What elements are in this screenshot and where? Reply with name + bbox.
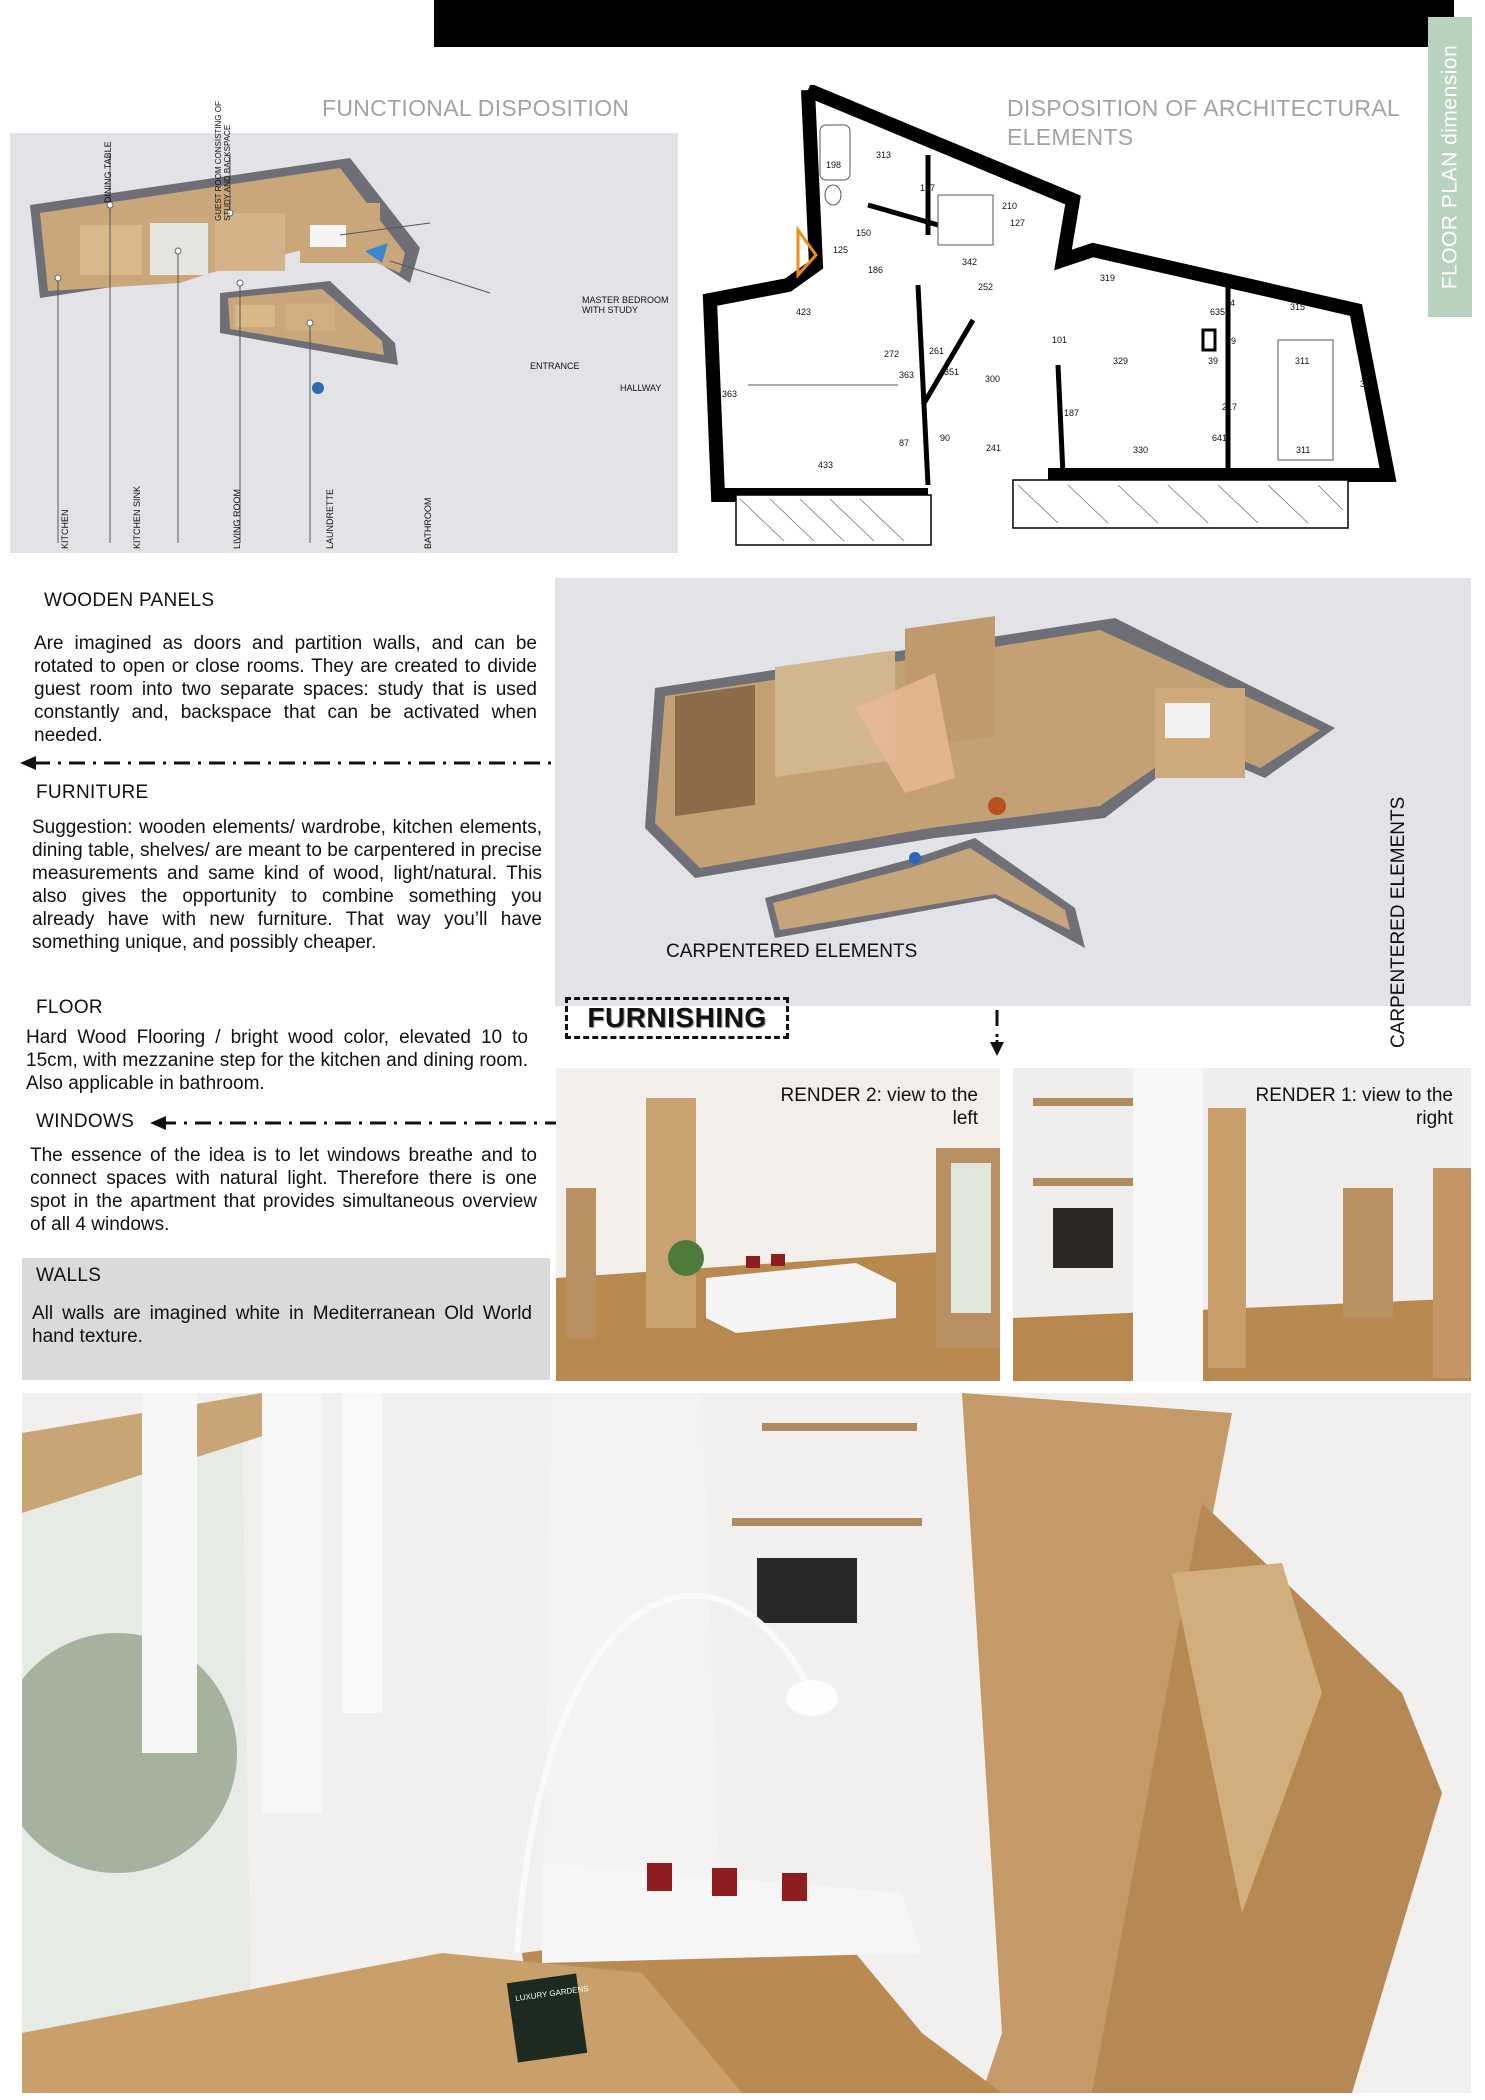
dim-94: 94 bbox=[1225, 298, 1236, 308]
dim-150: 150 bbox=[856, 228, 872, 238]
dim-641: 641 bbox=[1212, 433, 1228, 443]
dim-261: 261 bbox=[929, 346, 945, 356]
windows-heading: WINDOWS bbox=[36, 1111, 135, 1132]
dim-319: 319 bbox=[1100, 273, 1116, 283]
dim-241: 241 bbox=[986, 443, 1002, 453]
render-2-view-left bbox=[556, 1068, 1000, 1381]
dim-315a: 315 bbox=[1290, 302, 1306, 312]
dim-311b: 311 bbox=[1296, 445, 1311, 455]
dim-210: 210 bbox=[1002, 201, 1018, 211]
label-living-room: LIVING ROOM bbox=[232, 488, 242, 549]
dim-186: 186 bbox=[868, 265, 884, 275]
label-hallway: HALLWAY bbox=[620, 383, 662, 393]
dim-125: 125 bbox=[833, 245, 849, 255]
label-kitchen-sink: KITCHEN SINK bbox=[132, 485, 142, 549]
furniture-body: Suggestion: wooden elements/ wardrobe, kitchen elements, dining table, shelves/ are meant to be carpentered in precise measurements and same kind of wood, light/natural. This also gives the opportunity to combine something you already have with new furniture. That way you’ll have something unique, and possibly cheaper. bbox=[32, 817, 542, 953]
wooden-panels-body: Are imagined as doors and partition walls, and can be rotated to open or close rooms. They are created to divide guest room into two separate spaces: study that is used constantly and, backspace that can be activated when needed. bbox=[34, 633, 537, 746]
carpentered-elements-vertical: CARPENTERED ELEMENTS bbox=[1388, 796, 1409, 1048]
dim-635: 635 bbox=[1210, 307, 1226, 317]
dim-101: 101 bbox=[1052, 335, 1068, 345]
label-bathroom: BATHROOM bbox=[423, 497, 433, 549]
floor-body: Hard Wood Flooring / bright wood color, elevated 10 to 15cm, with mezzanine step for the kitchen and dining room. Also applicable in bathroom. bbox=[26, 1027, 528, 1094]
dim-198: 198 bbox=[826, 160, 842, 170]
label-kitchen: KITCHEN bbox=[60, 509, 70, 549]
carpentered-elements-horizontal: CARPENTERED ELEMENTS bbox=[666, 941, 918, 962]
dim-90: 90 bbox=[940, 433, 951, 443]
dim-311a: 311 bbox=[1295, 356, 1310, 366]
dim-329: 329 bbox=[1113, 356, 1129, 366]
architectural-title: DISPOSITION OF ARCHITECTURAL ELEMENTS bbox=[1007, 95, 1400, 150]
render-1-view-right bbox=[1013, 1068, 1471, 1381]
walls-body: All walls are imagined white in Mediterranean Old World hand texture. bbox=[32, 1303, 532, 1347]
render-1-caption: RENDER 1: view to the right bbox=[1255, 1085, 1453, 1129]
wooden-panels-heading: WOODEN PANELS bbox=[44, 590, 215, 611]
furnishing-label: FURNISHING bbox=[565, 997, 789, 1039]
walls-heading: WALLS bbox=[36, 1265, 102, 1286]
main-render bbox=[22, 1393, 1471, 2093]
dim-433: 433 bbox=[818, 460, 834, 470]
windows-body: The essence of the idea is to let windows breathe and to connect spaces with natural light. Therefore there is one spot in the apartment that provides simultaneous overview of all 4 windows. bbox=[30, 1145, 537, 1235]
book-title: LUXURY GARDENS bbox=[514, 1983, 590, 2004]
label-entrance: ENTRANCE bbox=[530, 361, 580, 371]
dim-363a: 363 bbox=[722, 389, 738, 399]
label-dining-table: DINING TABLE bbox=[103, 141, 113, 203]
dim-39: 39 bbox=[1208, 356, 1219, 366]
dim-59: 59 bbox=[1226, 336, 1237, 346]
dim-127a: 127 bbox=[920, 183, 936, 193]
main-render-illustration bbox=[22, 1393, 1471, 2093]
dim-217: 217 bbox=[1222, 402, 1238, 412]
label-master-bedroom: MASTER BEDROOM WITH STUDY bbox=[582, 295, 669, 315]
dim-342: 342 bbox=[962, 257, 978, 267]
render-2-caption: RENDER 2: view to the left bbox=[780, 1085, 978, 1129]
dim-187: 187 bbox=[1064, 408, 1080, 418]
functional-title: FUNCTIONAL DISPOSITION bbox=[322, 95, 630, 121]
dim-423: 423 bbox=[796, 307, 812, 317]
dim-313: 313 bbox=[876, 150, 892, 160]
floor-plan-tab-label: FLOOR PLAN dimension bbox=[1438, 44, 1461, 290]
label-guest-room: GUEST ROOM CONSISTING OF STUDY AND BACKSPACE bbox=[214, 101, 232, 221]
dim-272: 272 bbox=[884, 349, 900, 359]
dim-252: 252 bbox=[978, 282, 994, 292]
furniture-heading: FURNITURE bbox=[36, 782, 149, 803]
dim-300: 300 bbox=[985, 374, 1001, 384]
dim-330: 330 bbox=[1133, 445, 1149, 455]
dim-315b: 315 bbox=[1360, 379, 1376, 389]
dim-351: 351 bbox=[944, 367, 960, 377]
floor-heading: FLOOR bbox=[36, 997, 103, 1018]
dim-127b: 127 bbox=[1010, 218, 1026, 228]
dim-87: 87 bbox=[899, 438, 910, 448]
label-laundrette: LAUNDRETTE bbox=[325, 488, 335, 549]
dim-363b: 363 bbox=[899, 370, 915, 380]
